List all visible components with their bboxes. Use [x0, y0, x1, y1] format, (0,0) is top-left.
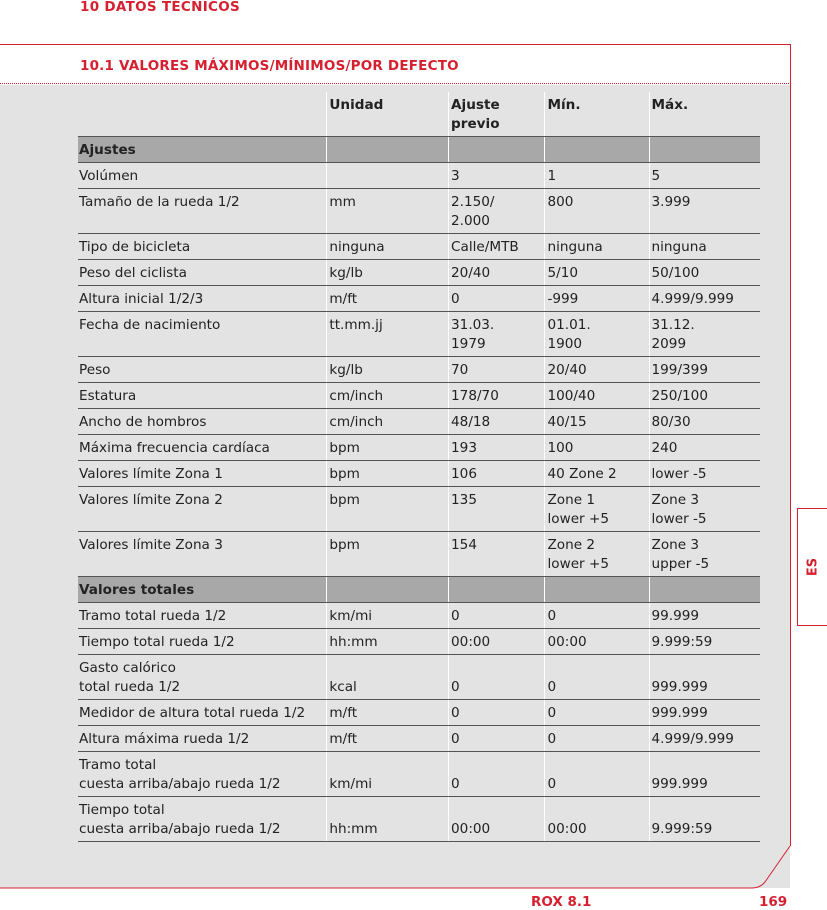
table-cell: hh:mm	[327, 797, 449, 842]
table-cell: Peso	[78, 357, 327, 383]
table-cell: Valores límite Zona 2	[78, 487, 327, 532]
table-row	[78, 603, 760, 629]
table-cell: 48/18	[449, 409, 545, 435]
table-cell: 0	[449, 655, 545, 700]
header-cell: Unidad	[327, 92, 449, 137]
table-cell	[327, 163, 449, 189]
table-cell: Zone 1 lower +5	[545, 487, 649, 532]
table-row	[78, 700, 760, 726]
table-cell: lower -5	[649, 461, 760, 487]
table-cell: 40 Zone 2	[545, 461, 649, 487]
table-row	[78, 409, 760, 435]
table-cell: 00:00	[545, 797, 649, 842]
table-cell: 2.150/ 2.000	[449, 189, 545, 234]
table-cell: Calle/MTB	[449, 234, 545, 260]
table-cell: cm/inch	[327, 409, 449, 435]
table-row	[78, 357, 760, 383]
table-cell: Tipo de bicicleta	[78, 234, 327, 260]
table-cell: bpm	[327, 461, 449, 487]
table-cell: m/ft	[327, 286, 449, 312]
table-cell	[649, 577, 760, 603]
table-row	[78, 189, 760, 234]
table-section-row	[78, 137, 760, 163]
table-cell: -999	[545, 286, 649, 312]
table-cell: 80/30	[649, 409, 760, 435]
table-cell	[545, 577, 649, 603]
table-cell: Valores límite Zona 3	[78, 532, 327, 577]
table-cell: 0	[449, 286, 545, 312]
table-cell: 1	[545, 163, 649, 189]
table-cell: 00:00	[449, 629, 545, 655]
table-cell: Fecha de nacimiento	[78, 312, 327, 357]
table-cell: Tamaño de la rueda 1/2	[78, 189, 327, 234]
table-cell: Zone 3 upper -5	[649, 532, 760, 577]
table-cell: 106	[449, 461, 545, 487]
header-cell: Ajuste previo	[449, 92, 545, 137]
chapter-title: 10 DATOS TÉCNICOS	[80, 0, 241, 15]
table-cell: 800	[545, 189, 649, 234]
table-cell: Zone 2 lower +5	[545, 532, 649, 577]
table-row	[78, 487, 760, 532]
table-cell: ninguna	[649, 234, 760, 260]
table-row	[78, 797, 760, 842]
table-row	[78, 629, 760, 655]
table-row	[78, 532, 760, 577]
table-cell: 199/399	[649, 357, 760, 383]
table-cell: kg/lb	[327, 357, 449, 383]
table-cell: 240	[649, 435, 760, 461]
table-cell: Zone 3 lower -5	[649, 487, 760, 532]
table-row	[78, 435, 760, 461]
table-cell: kg/lb	[327, 260, 449, 286]
table-cell: hh:mm	[327, 629, 449, 655]
table-cell: 01.01. 1900	[545, 312, 649, 357]
language-tab-label: ES	[805, 557, 820, 577]
table-cell: Peso del ciclista	[78, 260, 327, 286]
frame-border-right	[790, 84, 791, 846]
table-cell: 4.999/9.999	[649, 286, 760, 312]
table-cell: 0	[545, 726, 649, 752]
table-cell: 999.999	[649, 752, 760, 797]
table-cell: 0	[545, 655, 649, 700]
table-cell	[449, 577, 545, 603]
language-tab	[797, 508, 827, 626]
table-cell: Valores totales	[78, 577, 327, 603]
table-cell: 40/15	[545, 409, 649, 435]
table-cell: 0	[449, 752, 545, 797]
table-cell: Altura máxima rueda 1/2	[78, 726, 327, 752]
table-cell: 193	[449, 435, 545, 461]
table-cell: 0	[545, 752, 649, 797]
page-number: 169	[759, 894, 788, 910]
table-row	[78, 260, 760, 286]
table-cell: Gasto calórico total rueda 1/2	[78, 655, 327, 700]
table-cell: tt.mm.jj	[327, 312, 449, 357]
table-cell	[449, 137, 545, 163]
table-cell: 100	[545, 435, 649, 461]
table-cell: Volúmen	[78, 163, 327, 189]
table-cell: Valores límite Zona 1	[78, 461, 327, 487]
table-cell: Tiempo total cuesta arriba/abajo rueda 1/2	[78, 797, 327, 842]
table-row	[78, 234, 760, 260]
table-cell: Tramo total rueda 1/2	[78, 603, 327, 629]
table-cell: 0	[545, 603, 649, 629]
table-cell: Tiempo total rueda 1/2	[78, 629, 327, 655]
table-cell: km/mi	[327, 603, 449, 629]
table-cell: 4.999/9.999	[649, 726, 760, 752]
table-cell: 0	[449, 700, 545, 726]
table-row	[78, 286, 760, 312]
table-cell: 31.03. 1979	[449, 312, 545, 357]
table-row	[78, 461, 760, 487]
table-cell: bpm	[327, 487, 449, 532]
table-cell: 50/100	[649, 260, 760, 286]
table-row	[78, 655, 760, 700]
table-cell: 31.12. 2099	[649, 312, 760, 357]
table-cell: 0	[545, 700, 649, 726]
table-cell: 9.999:59	[649, 629, 760, 655]
table-cell: 100/40	[545, 383, 649, 409]
table-cell: ninguna	[327, 234, 449, 260]
table-cell: Máxima frecuencia cardíaca	[78, 435, 327, 461]
table-cell: 3	[449, 163, 545, 189]
table-cell: Ancho de hombros	[78, 409, 327, 435]
table-cell: cm/inch	[327, 383, 449, 409]
table-cell: bpm	[327, 435, 449, 461]
header-cell: Máx.	[649, 92, 760, 137]
table-cell: 135	[449, 487, 545, 532]
technical-data-table	[78, 92, 760, 842]
table-row	[78, 726, 760, 752]
table-section-row	[78, 577, 760, 603]
footer-model: ROX 8.1	[531, 894, 592, 910]
table-cell: 20/40	[449, 260, 545, 286]
table-cell: Ajustes	[78, 137, 327, 163]
table-row	[78, 163, 760, 189]
table-cell	[327, 577, 449, 603]
table-cell: 9.999:59	[649, 797, 760, 842]
section-title: 10.1 VALORES MÁXIMOS/MÍNIMOS/POR DEFECTO	[80, 58, 459, 74]
table-cell	[327, 137, 449, 163]
table-cell: 5/10	[545, 260, 649, 286]
table-cell	[545, 137, 649, 163]
table-cell: 70	[449, 357, 545, 383]
table-cell: 99.999	[649, 603, 760, 629]
table-cell: m/ft	[327, 726, 449, 752]
table-cell: 0	[449, 603, 545, 629]
table-cell: Altura inicial 1/2/3	[78, 286, 327, 312]
table-cell: mm	[327, 189, 449, 234]
table-cell: ninguna	[545, 234, 649, 260]
table-cell: 5	[649, 163, 760, 189]
table-cell: 3.999	[649, 189, 760, 234]
table-cell: 250/100	[649, 383, 760, 409]
table-cell: km/mi	[327, 752, 449, 797]
header-cell	[78, 92, 327, 137]
table-cell: bpm	[327, 532, 449, 577]
table-cell: kcal	[327, 655, 449, 700]
table-cell	[649, 137, 760, 163]
header-cell: Mín.	[545, 92, 649, 137]
table-header-row	[78, 92, 760, 137]
table-cell: 178/70	[449, 383, 545, 409]
table-cell: 00:00	[449, 797, 545, 842]
table-cell: m/ft	[327, 700, 449, 726]
table-row	[78, 752, 760, 797]
table-cell: 999.999	[649, 700, 760, 726]
table-cell: Estatura	[78, 383, 327, 409]
table-row	[78, 312, 760, 357]
table-cell: 20/40	[545, 357, 649, 383]
table-cell: 00:00	[545, 629, 649, 655]
table-cell: Tramo total cuesta arriba/abajo rueda 1/2	[78, 752, 327, 797]
table-cell: Medidor de altura total rueda 1/2	[78, 700, 327, 726]
table-cell: 999.999	[649, 655, 760, 700]
table-cell: 0	[449, 726, 545, 752]
table-row	[78, 383, 760, 409]
table-cell: 154	[449, 532, 545, 577]
